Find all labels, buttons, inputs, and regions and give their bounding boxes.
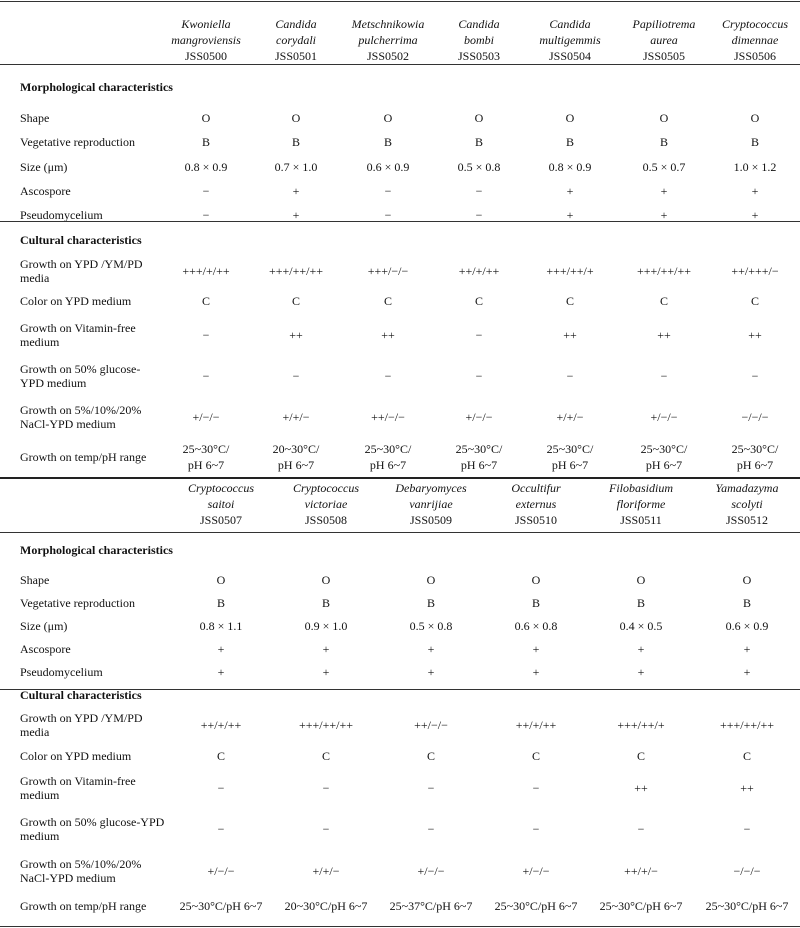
table-row: Growth on temp/pH range 25~30°C/pH 6~7 20~30°C/pH 6~7 25~37°C/pH 6~7 25~30°C/pH 6~7 25~30°C/pH 6~7 25~30°C/pH 6~7 <box>20 899 789 913</box>
rule-header-1 <box>0 64 800 65</box>
section-row-cultural <box>0 683 800 707</box>
column-header: Cryptococcus victoriae JSS0508 <box>293 481 359 527</box>
column-header: Papiliotrema aurea JSS0505 <box>632 16 696 63</box>
table-row: Vegetative reproduction B B B B B B <box>20 595 751 610</box>
table-row: Color on YPD medium C C C C C C C <box>20 294 759 309</box>
table-row: Growth on Vitamin-free medium − ++ ++ − ++ ++ ++ <box>20 321 762 350</box>
table-row: Growth on 5%/10%/20% NaCl-YPD medium +/−/− +/+/− +/−/− +/−/− ++/+/− −/−/− <box>20 857 761 885</box>
table-row: Growth on temp/pH range 25~30°C/ pH 6~7 20~30°C/ pH 6~7 25~30°C/ pH 6~7 25~30°C/ pH 6~7 25~30°C/ pH 6~7 25~30°C/ pH 6~7 25~30°C/ pH 6~7 <box>20 441 779 472</box>
section-label: Morphological characteristics <box>20 543 173 557</box>
column-header: Candida corydali JSS0501 <box>274 16 318 63</box>
table-row: Pseudomycelium + + + + + + <box>20 664 751 679</box>
table-row: Vegetative reproduction B B B B B B B <box>20 135 759 150</box>
table-row: Growth on Vitamin-free medium − − − − ++ ++ <box>20 774 754 802</box>
table-row: Size (μm) 0.8 × 1.1 0.9 × 1.0 0.5 × 0.8 0.6 × 0.8 0.4 × 0.5 0.6 × 0.9 <box>20 618 769 633</box>
section-row-morphological <box>0 68 800 106</box>
column-header: Debaryomyces vanrijiae JSS0509 <box>395 481 467 527</box>
table-row: Growth on YPD /YM/PD media ++/+/++ +++/++/++ ++/−/− ++/+/++ +++/++/+ +++/++/++ <box>20 711 775 739</box>
section-label: Cultural characteristics <box>20 233 142 247</box>
column-header: Candida multigemmis JSS0504 <box>539 16 601 63</box>
section-label: Morphological characteristics <box>20 79 173 94</box>
table-row: Color on YPD medium C C C C C C <box>20 749 751 763</box>
column-header: Cryptococcus saitoi JSS0507 <box>188 481 254 527</box>
table-row: Growth on 5%/10%/20% NaCl-YPD medium +/−/− +/+/− ++/−/− +/−/− +/+/− +/−/− −/−/− <box>20 402 769 431</box>
table-row: Growth on 50% glucose-YPD medium − − − − − − <box>20 815 751 843</box>
section-row-morphological <box>0 532 800 568</box>
table-row: Growth on 50% glucose-YPD medium − − − − − − − <box>20 362 759 391</box>
table-row: Shape O O O O O O <box>20 572 752 587</box>
table-row: Ascospore − + − − + + + <box>20 183 759 198</box>
table-row: Shape O O O O O O O <box>20 110 760 125</box>
rule-mid-1 <box>0 221 800 222</box>
column-header: Kwoniella mangroviensis JSS0500 <box>171 16 241 63</box>
column-header: Filobasidium floriforme JSS0511 <box>608 481 673 527</box>
rule-top-1 <box>0 1 800 2</box>
rule-bottom <box>0 926 800 927</box>
table-2 <box>0 479 800 921</box>
column-header: Occultifur externus JSS0510 <box>511 481 561 527</box>
table-1-header-row <box>0 0 800 68</box>
table-2-header-row <box>0 479 800 532</box>
table-row: Size (μm) 0.8 × 0.9 0.7 × 1.0 0.6 × 0.9 0.5 × 0.8 0.8 × 0.9 0.5 × 0.7 1.0 × 1.2 <box>20 159 777 174</box>
column-header: Candida bombi JSS0503 <box>457 16 501 63</box>
section-label: Cultural characteristics <box>20 688 142 702</box>
section-row-cultural <box>0 227 800 252</box>
table-row: Ascospore + + + + + + <box>20 641 751 656</box>
column-header: Metschnikowia pulcherrima JSS0502 <box>351 16 425 63</box>
table-row: Growth on YPD /YM/PD media +++/+/++ +++/++/++ +++/−/− ++/+/++ +++/++/+ +++/++/++ ++/+++/− <box>20 256 779 285</box>
table-row: Pseudomycelium − + − − + + + <box>20 208 759 223</box>
column-header: Yamadazyma scolyti JSS0512 <box>715 481 779 527</box>
column-header: Cryptococcus dimennae JSS0506 <box>722 16 788 63</box>
